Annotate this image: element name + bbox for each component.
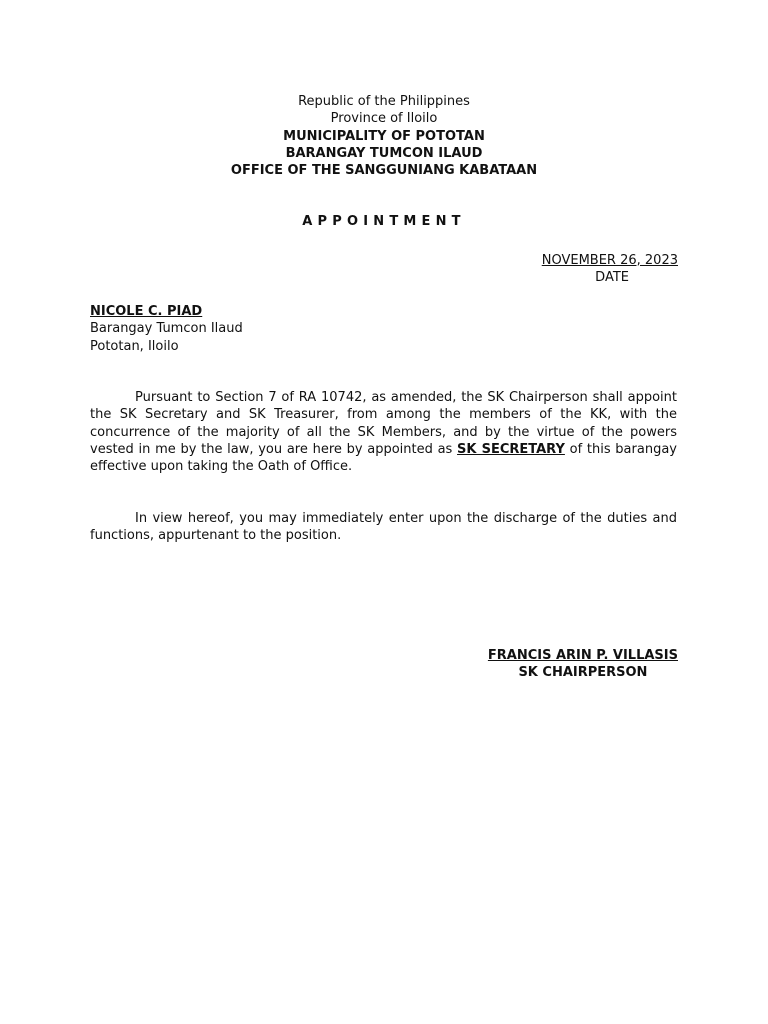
header-office: OFFICE OF THE SANGGUNIANG KABATAAN	[230, 163, 538, 179]
header-barangay: BARANGAY TUMCON ILAUD	[285, 145, 483, 161]
para1-text-before: Pursuant to Section 7 of RA 10742, as amended, the SK Chairperson shall appoint the SK Secretary and SK Treasurer, from among the members of the KK, with the concurrence of the majority of all the SK Members, and by the virtue of the powers vested in me by the law, you are here by appointed as	[90, 390, 677, 457]
appointed-position: SK SECRETARY	[457, 441, 565, 457]
document-title: APPOINTMENT	[302, 214, 466, 229]
addressee-block	[90, 303, 243, 355]
signatory-title: SK CHAIRPERSON	[518, 665, 648, 681]
body-paragraph-1	[90, 389, 677, 475]
para1-text-after: of this barangay effective upon taking the Oath of Office.	[90, 441, 677, 475]
header-province: Province of Iloilo	[330, 111, 438, 127]
letterhead	[0, 93, 768, 179]
header-country: Republic of the Philippines	[298, 94, 470, 109]
date-value: NOVEMBER 26, 2023	[541, 253, 678, 268]
header-municipality: MUNICIPALITY OF POTOTAN	[283, 128, 485, 144]
date-block	[478, 252, 678, 287]
date-label: DATE	[595, 270, 629, 286]
body-paragraph-2: In view hereof, you may immediately enter upon the discharge of the duties and functions, appurtenant to the position.	[90, 511, 677, 544]
signatory-name: FRANCIS ARIN P. VILLASIS	[487, 648, 678, 663]
addressee-address-line2: Pototan, Iloilo	[90, 338, 179, 354]
addressee-address-line1: Barangay Tumcon Ilaud	[90, 321, 243, 337]
signature-block	[488, 647, 678, 682]
addressee-name: NICOLE C. PIAD	[90, 304, 203, 319]
